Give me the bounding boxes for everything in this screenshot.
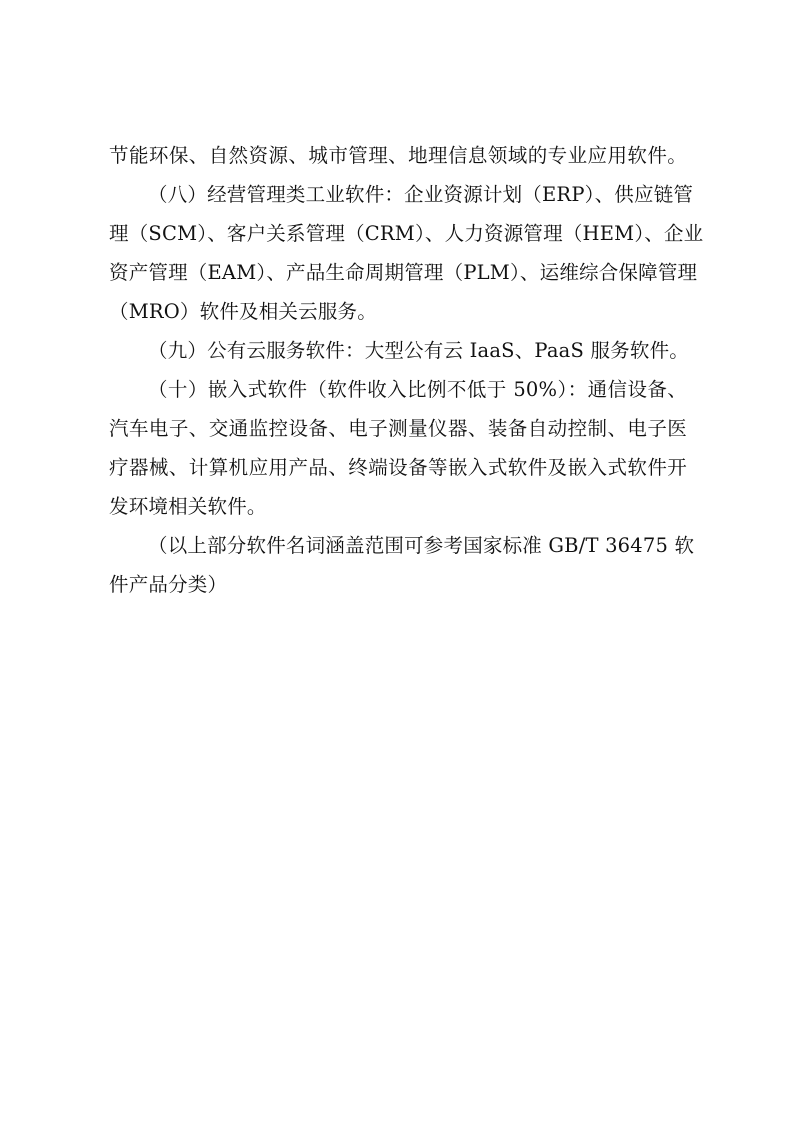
text-line-12: 件产品分类） xyxy=(109,573,228,596)
text-line-8: 汽车电子、交通监控设备、电子测量仪器、装备自动控制、电子医 xyxy=(109,417,687,440)
text-line-7: （十）嵌入式软件（软件收入比例不低于 50%）：通信设备、 xyxy=(148,378,687,401)
text-line-6: （九）公有云服务软件：大型公有云 IaaS、PaaS 服务软件。 xyxy=(148,339,689,362)
text-line-1: 节能环保、自然资源、城市管理、地理信息领域的专业应用软件。 xyxy=(109,144,687,167)
text-line-4: 资产管理（EAM）、产品生命周期管理（PLM）、运维综合保障管理 xyxy=(109,261,698,284)
text-line-11: （以上部分软件名词涵盖范围可参考国家标准 GB/T 36475 软 xyxy=(148,534,695,557)
text-line-10: 发环境相关软件。 xyxy=(109,495,267,518)
text-line-2: （八）经营管理类工业软件：企业资源计划（ERP）、供应链管 xyxy=(148,183,694,206)
text-line-5: （MRO）软件及相关云服务。 xyxy=(109,300,377,323)
text-line-3: 理（SCM）、客户关系管理（CRM）、人力资源管理（HEM）、企业 xyxy=(109,222,704,245)
text-line-9: 疗器械、计算机应用产品、终端设备等嵌入式软件及嵌入式软件开 xyxy=(109,456,687,479)
